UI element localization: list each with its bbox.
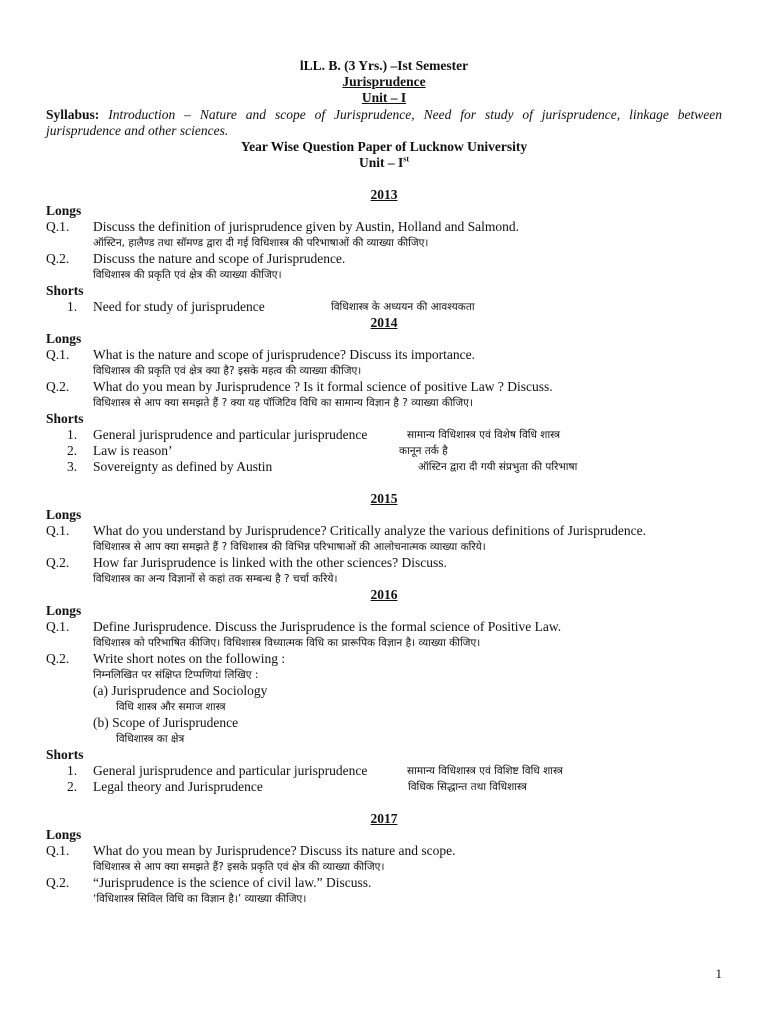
year-heading-2016: 2016 — [370, 587, 398, 602]
question-hindi: विधिशास्त्र से आप क्या समझते हैं? इसके प्रकृति एवं क्षेत्र की व्याख्या कीजिए। — [93, 861, 385, 873]
unit-title: Unit – I — [361, 90, 407, 105]
question: Q.1. Discuss the definition of jurisprudence given by Austin, Holland and Salmond. — [46, 219, 519, 234]
course-title: lLL. B. (3 Yrs.) –Ist Semester — [299, 58, 469, 73]
paper-unit-sup: st — [403, 154, 410, 164]
question: Q.1. What do you understand by Jurisprudence? Critically analyze the various definitions of Jurisprudence. — [46, 523, 646, 538]
short-item: 2. Law is reason’ कानून तर्क है — [67, 443, 448, 458]
question: Q.1. What is the nature and scope of jurisprudence? Discuss its importance. — [46, 347, 476, 362]
question: Q.1. What do you mean by Jurisprudence? Discuss its nature and scope. — [46, 843, 456, 858]
question: Q.2. How far Jurisprudence is linked with the other sciences? Discuss. — [46, 555, 447, 570]
sub-question-hindi: विधिशास्त्र का क्षेत्र — [116, 733, 185, 745]
sub-question-hindi: विधि शास्त्र और समाज शास्त्र — [116, 701, 226, 713]
question-hindi: ऑस्टिन, हालैण्ड तथा सॉमण्ड द्वारा दी गई विधिशास्त्र की परिभाषाओं की व्याख्या कीजिए। — [93, 237, 429, 249]
question-hindi: विधिशास्त्र को परिभाषित कीजिए। विधिशास्त्र विध्यात्मक विधि का प्रारूपिक विज्ञान है। व्याख्या कीजिए। — [93, 637, 481, 649]
longs-heading: Longs — [46, 603, 82, 618]
page-number: 1 — [715, 966, 722, 981]
question: Q.2. “Jurisprudence is the science of civil law.” Discuss. — [46, 875, 372, 890]
sub-question: (b) Scope of Jurisprudence — [93, 715, 239, 730]
short-item: 1. Need for study of jurisprudence विधिशास्त्र के अध्ययन की आवश्यकता — [67, 299, 475, 314]
short-item: 1. General jurisprudence and particular jurisprudence सामान्य विधिशास्त्र एवं विशिष्ट विधि शास्त्र — [67, 763, 563, 778]
year-heading-2017: 2017 — [370, 811, 398, 826]
longs-heading: Longs — [46, 331, 82, 346]
short-item: 2. Legal theory and Jurisprudence विधिक सिद्धान्त तथा विधिशास्त्र — [67, 779, 527, 794]
shorts-heading: Shorts — [46, 283, 84, 298]
question: Q.2. Discuss the nature and scope of Jurisprudence. — [46, 251, 346, 266]
question-hindi: ‘विधिशास्त्र सिविल विधि का विज्ञान है।’ व्याख्या कीजिए। — [93, 893, 307, 905]
shorts-heading: Shorts — [46, 747, 84, 762]
subject-title: Jurisprudence — [342, 74, 426, 89]
question: Q.2. What do you mean by Jurisprudence ? Is it formal science of positive Law ? Discuss. — [46, 379, 553, 394]
longs-heading: Longs — [46, 507, 82, 522]
question-hindi: विधिशास्त्र की प्रकृति एवं क्षेत्र क्या है? इसके महत्व की व्याख्या कीजिए। — [93, 365, 362, 377]
longs-heading: Longs — [46, 827, 82, 842]
longs-heading: Longs — [46, 203, 82, 218]
syllabus — [46, 107, 722, 139]
short-item: 3. Sovereignty as defined by Austin ऑस्टिन द्वारा दी गयी संप्रभुता की परिभाषा — [67, 459, 578, 474]
question-hindi: निम्नलिखित पर संक्षिप्त टिप्पणियां लिखिए : — [93, 669, 259, 681]
paper-unit: Unit – Ist — [358, 154, 410, 170]
syllabus-text: Introduction – Nature and scope of Jurisprudence, Need for study of jurisprudence, linkage between jurisprudence and other sciences. — [46, 107, 723, 138]
year-heading-2015: 2015 — [370, 491, 398, 506]
question-hindi: विधिशास्त्र का अन्य विज्ञानों से कहां तक सम्बन्ध है ? चर्चा करिये। — [93, 573, 338, 585]
question: Q.1. Define Jurisprudence. Discuss the Jurisprudence is the formal science of Positive Law. — [46, 619, 562, 634]
year-heading-2014: 2014 — [370, 315, 398, 330]
question-hindi: विधिशास्त्र की प्रकृति एवं क्षेत्र की व्याख्या कीजिए। — [93, 269, 282, 281]
question-hindi: विधिशास्त्र से आप क्या समझते हैं ? विधिशास्त्र की विभिन्न परिभाषाओं की आलोचनात्मक व्याख्या करिये। — [93, 541, 486, 553]
short-item: 1. General jurisprudence and particular jurisprudence सामान्य विधिशास्त्र एवं विशेष विधि शास्त्र — [67, 427, 561, 442]
shorts-heading: Shorts — [46, 411, 84, 426]
document-page — [46, 58, 722, 907]
sub-question: (a) Jurisprudence and Sociology — [93, 683, 268, 698]
year-heading-2013: 2013 — [370, 187, 398, 202]
question-hindi: विधिशास्त्र से आप क्या समझते हैं ? क्या यह पॉजिटिव विधि का सामान्य विज्ञान है ? व्याख्या कीजिए। — [93, 397, 473, 409]
question: Q.2. Write short notes on the following : — [46, 651, 286, 666]
syllabus-label: Syllabus: — [46, 107, 100, 122]
paper-title: Year Wise Question Paper of Lucknow University — [240, 139, 528, 154]
